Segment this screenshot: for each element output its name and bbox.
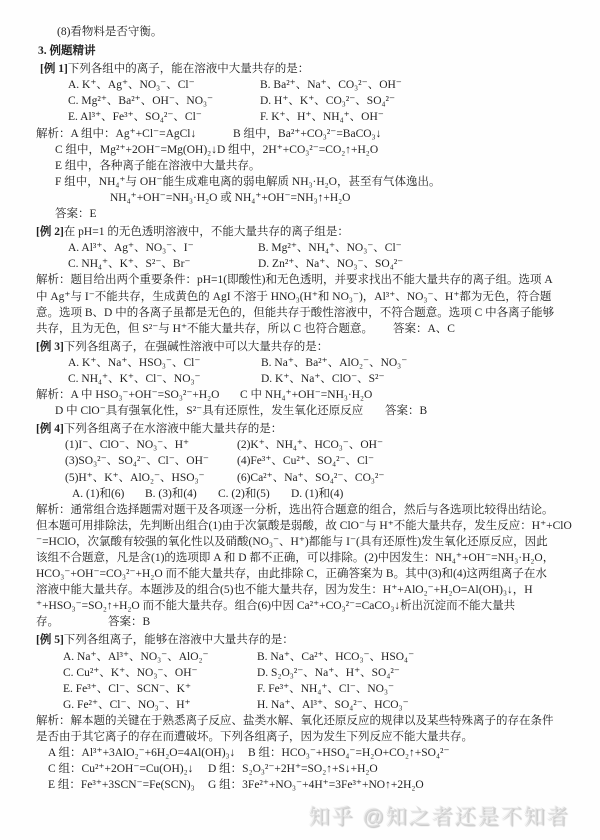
text-line (0, 24, 596, 40)
text-segment: 下列各组离子在水溶液中能大量共存的是： (63, 423, 283, 436)
text-segment: E. Fe³⁺、Cl⁻、SCN⁻、K⁺ (63, 682, 192, 695)
text-segment: 该组不合题意，凡是含(1)的选项即 A 和 D 都不正确，可以排除。(2)中因发生：NH₄⁺+OH⁻=NH₃·H₂O， (36, 552, 555, 564)
text-segment: 共存，且为无色，但 S²⁻与 H⁺不能大量共存，所以 C 也符合题意。 (36, 322, 373, 335)
text-segment: A. K⁺、Ag⁺、NO₃⁻、Cl⁻ (68, 79, 195, 92)
text-segment: 解析：A 组中：Ag⁺+Cl⁻=AgCl↓ (36, 127, 197, 140)
text-segment: E 组：Fe³⁺+3SCN⁻=Fe(SCN)₃ (48, 779, 195, 792)
text-segment: A. K⁺、Na⁺、HSO₃⁻、Cl⁻ (68, 356, 201, 369)
example-label: [例 2] (36, 226, 64, 239)
text-segment: G 组：3Fe²⁺+NO₃⁻+4H⁺=3Fe³⁺+NO↑+2H₂O (208, 779, 424, 792)
text-segment: (5)H⁺、K⁺、AlO₂⁻、HSO₃⁻ (65, 471, 205, 484)
text-segment: 解析：通常组合选择题需对题干及各项逐一分析，选出符合题意的组合，然后与各选项比较得出结论。 (36, 503, 554, 516)
text-line (0, 582, 596, 598)
text-line (0, 109, 596, 125)
text-segment: C 组：Cu²⁺+2OH⁻=Cu(OH)₂↓ (48, 763, 194, 776)
document-body (0, 24, 596, 793)
example-label: 3. 例题精讲 (38, 45, 96, 58)
text-line (0, 534, 596, 550)
text-segment: B. Mg²⁺、NH₄⁺、NO₃⁻、Cl⁻ (258, 242, 402, 255)
text-line (0, 453, 596, 469)
text-segment: (8)看物料是否守衡。 (57, 26, 163, 38)
text-line (0, 61, 596, 77)
text-line (0, 518, 596, 534)
text-segment: 中 Ag⁺与 I⁻不能共存，生成黄色的 AgI 不溶于 HNO₃(H⁺和 NO₃⁻)，Al³⁺、NO₃⁻、H⁺都为无色，符合题 (36, 290, 552, 303)
text-segment: D 组中，2H⁺+CO₃²⁻=CO₂↑+H₂O (217, 143, 379, 156)
text-segment: E 组中，各种离子能在溶液中大量共存。 (55, 159, 261, 172)
text-line (0, 777, 596, 793)
text-segment: F. K⁺、H⁺、NH₄⁺、OH⁻ (260, 111, 384, 124)
text-line (0, 43, 596, 59)
text-segment: ⁻=HClO，次氯酸有较强的氧化性以及硝酸(NO₃⁻、H⁺)都能与 I⁻(具有还原性)发生氧化还原反应，因此 (36, 535, 548, 548)
text-segment: 在 pH=1 的无色透明溶液中，不能大量共存的离子组是： (63, 226, 349, 239)
text-line (0, 697, 596, 713)
text-segment: A. Al³⁺、Ag⁺、NO₃⁻、I⁻ (68, 242, 194, 255)
text-segment: 答案：B (108, 616, 151, 629)
text-segment: D. S₂O₃²⁻、Na⁺、H⁺、SO₄²⁻ (257, 666, 400, 679)
text-segment: D 中 ClO⁻具有强氧化性，S²⁻具有还原性，发生氧化还原反应 (55, 405, 364, 418)
text-segment: B. (3)和(4) (145, 487, 197, 500)
text-line (0, 206, 596, 222)
text-line (0, 387, 596, 403)
text-segment: (6)Ca²⁺、Na⁺、SO₄²⁻、CO₃²⁻ (237, 471, 385, 484)
text-segment: 是否由于其它离子的存在而遭破坏。下列各组离子，因为发生下列反应不能大量共存。 (36, 731, 473, 744)
text-line (0, 240, 596, 256)
text-segment: A. Na⁺、Al³⁺、NO₃⁻、AlO₂⁻ (63, 650, 209, 663)
text-line (0, 486, 596, 502)
text-segment: NH₄⁺+OH⁻=NH₃·H₂O 或 NH₄⁺+OH⁻=NH₃↑+H₂O (110, 191, 351, 204)
text-line (0, 437, 596, 453)
example-label: [例 1] (40, 63, 68, 76)
text-line (0, 598, 596, 614)
text-line (0, 289, 596, 305)
text-segment: 解析：题目给出两个重要条件：pH=1(即酸性)和无色透明，并要求找出不能大量共存的离子组。选项 A (36, 274, 553, 287)
text-segment: ⁺+HSO₃⁻=SO₂↑+H₂O 而不能大量共存。组合(6)中因 Ca²⁺+CO₃²⁻=CaCO₃↓析出沉淀而不能大量共 (36, 600, 516, 613)
text-segment: D. (1)和(4) (291, 487, 344, 500)
text-segment: (3)SO₃²⁻、SO₄²⁻、Cl⁻、OH⁻ (65, 455, 209, 468)
text-segment: B. Na⁺、Ba²⁺、AlO₂⁻、NO₃⁻ (261, 356, 408, 369)
text-line (0, 403, 596, 419)
text-line (0, 614, 596, 630)
text-line (0, 649, 596, 665)
text-segment: D. Zn²⁺、Na⁺、NO₃⁻、SO₄²⁻ (258, 258, 404, 271)
text-line (0, 681, 596, 697)
text-segment: 存。 (36, 616, 59, 629)
text-segment: 但本题可用排除法，先判断出组合(1)由于次氯酸是弱酸，故 ClO⁻与 H⁺不能大量共存，发生反应：H⁺+ClO (36, 519, 572, 532)
text-segment: 溶液中能大量共存。本题涉及的组合(5)也不能大量共存，因为发生：H⁺+AlO₂⁻+H₂O=Al(OH)₃↓，H (36, 584, 533, 597)
text-segment: 意。选项 B、D 中的各离子虽都是无色的，但能共存于酸性溶液中，不符合题意。选项 C 中各离子能够 (36, 306, 555, 319)
text-line (0, 339, 596, 355)
text-line (0, 550, 596, 566)
text-segment: F 组中，NH₄⁺与 OH⁻能生成难电离的弱电解质 NH₃·H₂O，甚至有气体逸出。 (55, 175, 441, 188)
text-segment: C. NH₄⁺、K⁺、S²⁻、Br⁻ (68, 258, 191, 271)
text-line (0, 224, 596, 240)
text-segment: B 组中，Ba²⁺+CO₃²⁻=BaCO₃↓ (233, 127, 382, 140)
text-line (0, 566, 596, 582)
text-segment: D 组：S₂O₃²⁻+2H⁺=SO₂↑+S↓+H₂O (208, 763, 378, 776)
text-segment: G. Fe²⁺、Cl⁻、NO₃⁻、H⁺ (63, 698, 191, 711)
text-line (0, 761, 596, 777)
text-segment: (2)K⁺、NH₄⁺、HCO₃⁻、OH⁻ (237, 439, 384, 452)
text-segment: E. Al³⁺、Fe³⁺、SO₄²⁻、Cl⁻ (68, 111, 202, 124)
text-segment: 答案：B (385, 405, 428, 418)
text-line (0, 93, 596, 109)
example-label: [例 3] (36, 340, 64, 353)
text-segment: B 组：HCO₃⁻+HSO₄⁻=H₂O+CO₂↑+SO₄²⁻ (248, 747, 450, 760)
text-segment: F. Fe³⁺、NH₄⁺、Cl⁻、NO₃⁻ (257, 682, 395, 695)
text-line (0, 745, 596, 761)
text-line (0, 502, 596, 518)
text-segment: HCO₃⁻+OH⁻=CO₃²⁻+H₂O 而不能大量共存，由此排除 C，正确答案为 B。其中(3)和(4)这两组离子在水 (36, 568, 547, 581)
text-line (0, 190, 596, 206)
zhihu-watermark: 知乎 @知之者还是不知者 (308, 806, 570, 829)
text-segment: (4)Fe³⁺、Cu²⁺、SO₄²⁻、Cl⁻ (237, 455, 375, 468)
text-line (0, 470, 596, 486)
text-line (0, 321, 596, 337)
text-segment: C 中 NH₄⁺+OH⁻=NH₃·H₂O (240, 389, 373, 402)
text-line (0, 421, 596, 437)
text-line (0, 632, 596, 648)
text-segment: 答案：A、C (393, 322, 455, 335)
text-line (0, 713, 596, 729)
text-line (0, 77, 596, 93)
text-line (0, 256, 596, 272)
text-segment: 下列各组离子，能够在溶液中大量共存的是： (63, 634, 294, 647)
text-segment: A 组：Al³⁺+3AlO₂⁻+6H₂O=4Al(OH)₃↓ (48, 747, 236, 760)
text-segment: B. Na⁺、Ca²⁺、HCO₃⁻、HSO₄⁻ (257, 650, 415, 663)
text-segment: D. K⁺、Na⁺、ClO⁻、S²⁻ (261, 372, 385, 385)
text-segment: C 组中，Mg²⁺+2OH⁻=Mg(OH)₂↓ (55, 143, 217, 156)
text-segment: D. H⁺、K⁺、CO₃²⁻、SO₄²⁻ (260, 95, 396, 108)
text-line (0, 371, 596, 387)
example-label: [例 4] (36, 423, 64, 436)
text-line (0, 272, 596, 288)
text-segment: B. Ba²⁺、Na⁺、CO₃²⁻、OH⁻ (260, 79, 402, 92)
text-segment: 答案：E (55, 208, 97, 221)
text-line (0, 174, 596, 190)
text-segment: (1)I⁻、ClO⁻、NO₃⁻、H⁺ (65, 439, 190, 452)
text-segment: C. Mg²⁺、Ba²⁺、OH⁻、NO₃⁻ (68, 95, 214, 108)
text-segment: C. (2)和(5) (218, 487, 270, 500)
text-line (0, 126, 596, 142)
text-segment: 解析：A 中 HSO₃⁻+OH⁻=SO₃²⁻+H₂O (36, 389, 220, 402)
text-line (0, 729, 596, 745)
text-segment: H. Na⁺、Al³⁺、SO₄²⁻、HCO₃⁻ (257, 698, 409, 711)
text-line (0, 305, 596, 321)
text-segment: 下列各组离子，在强碱性溶液中可以大量共存的是： (63, 340, 329, 353)
text-line (0, 665, 596, 681)
text-segment: 解析：解本题的关键在于熟悉离子反应、盐类水解、氧化还原反应的规律以及某些特殊离子的存在条件 (36, 714, 554, 727)
text-segment: C. NH₄⁺、K⁺、Cl⁻、NO₃⁻ (68, 372, 201, 385)
text-segment: C. Cu²⁺、K⁺、NO₃⁻、OH⁻ (63, 666, 198, 679)
text-line (0, 142, 596, 158)
text-segment: A. (1)和(6) (72, 487, 125, 500)
text-line (0, 158, 596, 174)
text-segment: 下列各组中的离子，能在溶液中大量共存的是： (67, 63, 310, 76)
text-line (0, 355, 596, 371)
example-label: [例 5] (36, 634, 64, 647)
